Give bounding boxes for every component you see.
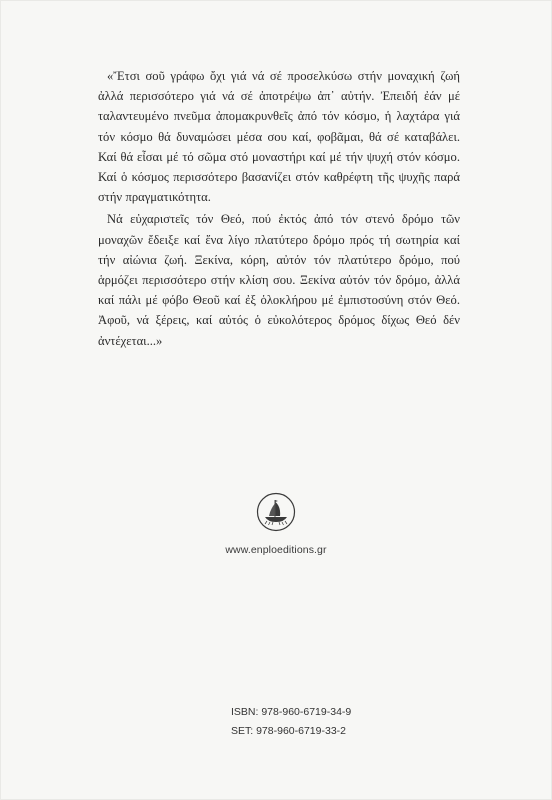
- publisher-website: www.enploeditions.gr: [225, 544, 327, 556]
- isbn-number: ISBN: 978-960-6719-34-9: [231, 706, 352, 718]
- isbn-block: [231, 703, 431, 740]
- quote-paragraph-2: Νά εὐχαριστεῖς τόν Θεό, πού ἐκτός ἀπό τόν στενό δρόμο τῶν μοναχῶν ἔδειξε καί ἕνα λίγο πλατύτερο δρόμο πρός τή σωτηρία καί τήν αἰώνια ζωή. Ξεκίνα, κόρη, αὐτόν τόν πλατύτερο δρόμο, πού ἁρμόζει περισσότερο στήν κλίση σου. Ξεκίνα αὐτόν τόν δρόμο, ἀλλά καί πάλι μέ φόβο Θεοῦ καί ἐξ ὁλοκλήρου μέ ἐμπιστοσύνη στόν Θεό. Ἀφοῦ, νά ξέρεις, καί αὐτός ὁ εὐκολότερος δρόμος δίχως Θεό δέν ἀντέχεται...»: [98, 212, 460, 348]
- quote-paragraph-1: «Ἔτσι σοῦ γράφω ὄχι γιά νά σέ προσελκύσω στήν μοναχική ζωή ἀλλά περισσότερο γιά νά σέ ἀποτρέψω ἀπ᾽ αὐτήν. Ἐπειδή ἐάν μέ ταλαντευμένο πνεῦμα ἀπομακρυνθεῖς ἀπό τόν κόσμο, ἡ λαχτάρα γιά τόν κόσμο θά δυναμώσει μέσα σου καί, φοβᾶμαι, θά σέ καταβάλει. Καί θά εἶσαι μέ τό σῶμα στό μοναστήρι καί μέ τήν ψυχή στόν κόσμο. Καί ὁ κόσμος περισσότερο βασανίζει στόν καθρέφτη τῆς ψυχῆς παρά στήν πραγματικότητα.: [98, 69, 460, 205]
- back-cover-quote: [98, 66, 460, 351]
- publisher-logo: [256, 492, 296, 532]
- sailing-ship-icon: [256, 492, 296, 532]
- set-isbn-number: SET: 978-960-6719-33-2: [231, 724, 346, 737]
